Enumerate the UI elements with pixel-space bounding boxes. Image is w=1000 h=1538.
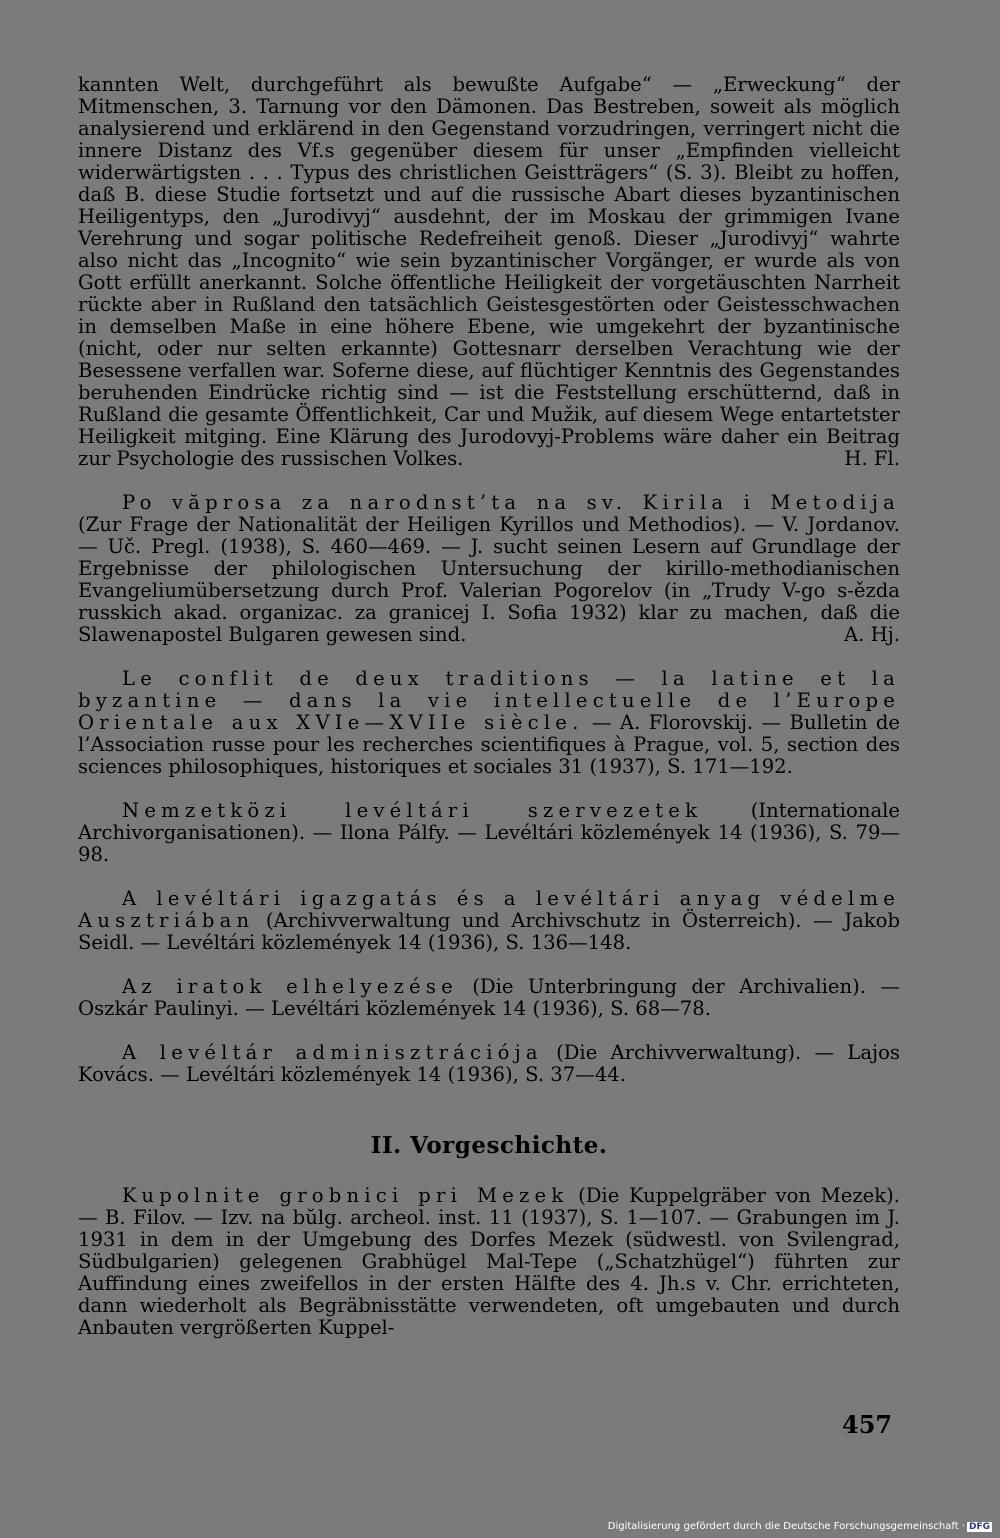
entry-title: A levéltári igazgatás és a levéltári anyag védelme Ausztriában — [78, 887, 900, 932]
bibliography-entry — [78, 976, 900, 1020]
bibliography-entry — [78, 888, 900, 954]
entry-body: — A. Florovskij. — Bulletin de l’Association russe pour les recherches scientifiques à Prague, vol. 5, section des sciences philosophiques, historiques et sociales 31 (1937), S. 171—192. — [78, 711, 900, 778]
page-body — [78, 74, 900, 1339]
entry-title: Nemzetközi levéltári szervezetek — [122, 799, 703, 822]
bibliography-entry — [78, 492, 900, 646]
entry-body: (Archivverwaltung und Archivschutz in Österreich). — Jakob Seidl. — Levéltári közlemények 14 (1936), S. 136—148. — [78, 909, 900, 954]
bibliography-entry — [78, 668, 900, 778]
bibliography-entry — [78, 800, 900, 866]
dfg-logo: DFG — [968, 1522, 990, 1532]
digitization-footer — [608, 1521, 992, 1532]
entry-body: (Internationale Archivorganisationen). — Ilona Pálfy. — Levéltári közlemények 14 (1936), S. 79—98. — [78, 799, 901, 866]
entry-title: Az iratok elhelyezése — [122, 975, 458, 998]
page-number: 457 — [842, 1410, 893, 1439]
footer-text: Digitalisierung gefördert durch die Deutsche Forschungsgemeinschaft · — [607, 1521, 965, 1532]
entry-signature: A. Hj. — [844, 623, 900, 646]
bibliography-entry — [78, 1185, 900, 1339]
entry-body: (Die Unterbringung der Archivalien). — Oszkár Paulinyi. — Levéltári közlemények 14 (1936), S. 68—78. — [78, 975, 900, 1020]
entry-body: (Die Archivverwaltung). — Lajos Kovács. — Levéltári közlemények 14 (1936), S. 37—44. — [78, 1041, 900, 1086]
review-text: kannten Welt, durchgeführt als bewußte Aufgabe“ — „Erweckung“ der Mitmenschen, 3. Tarnung vor den Dämonen. Das Bestreben, soweit als möglich analysierend und erklärend in den Gegenstand vorzudringen, verringert nicht die innere Distanz des Vf.s gegenüber diesem für unser „Empfinden vielleicht widerwärtigsten . . . Typus des christlichen Geistträgers“ (S. 3). Bleibt zu hoffen, daß B. diese Studie fortsetzt und auf die russische Abart dieses byzantinischen Heiligentyps, den „Jurodivyj“ ausdehnt, der im Moskau der grimmigen Ivane Verehrung und sogar politische Redefreiheit genoß. Dieser „Jurodivyj“ wahrte also nicht das „Incognito“ wie sein byzantinischer Vorgänger, er wurde als von Gott erfüllt anerkannt. Solche öffentliche Heiligkeit der vorgetäuschten Narrheit rückte aber in Rußland den tatsächlich Geistesgestörten oder Geistesschwachen in demselben Maße in eine höhere Ebene, wie umgekehrt der byzantinische (nicht, oder nur selten erkannte) Gottesnarr derselben Verachtung wie der Besessene verfallen war. Soferne diese, auf flüchtiger Kenntnis des Gegenstandes beruhenden Eindrücke richtig sind — ist die Feststellung erschütternd, daß in Rußland die gesamte Öffentlichkeit, Car und Mužik, auf diesem Wege entartetster Heiligkeit mitging. Eine Klärung des Jurodovyj-Problems wäre daher ein Beitrag zur Psychologie des russischen Volkes. — [78, 73, 900, 470]
entry-title: Kupolnite grobnici pri Mezek — [122, 1184, 569, 1207]
section-heading: II. Vorgeschichte. — [370, 1132, 608, 1159]
entry-title: Po văprosa za narodnst’ta na sv. Kirila i Metodija — [122, 491, 900, 514]
bibliography-entry — [78, 1042, 900, 1086]
entry-title: Le conflit de deux traditions — la latine et la byzantine — dans la vie intellectuelle de l’Europe Orientale aux XVIe—XVIIe siècle. — [78, 667, 900, 734]
review-continuation — [78, 74, 900, 470]
entry-body: (Zur Frage der Nationalität der Heiligen Kyrillos und Methodios). — V. Jordanov. — Uč. Pregl. (1938), S. 460—469. — J. sucht seinen Lesern auf Grundlage der Ergebnisse der philologischen Untersuchung der kirillo-methodianischen Evangeliumübersetzung durch Prof. Valerian Pogorelov (in „Trudy V-go s-ězda russkich akad. organizac. za granicej I. Sofia 1932) klar zu machen, daß die Slawenapostel Bulgaren gewesen sind. — [78, 513, 900, 646]
entry-title: A levéltár adminisztrációja — [122, 1041, 543, 1064]
review-signature: H. Fl. — [844, 447, 900, 470]
entry-body: (Die Kuppelgräber von Mezek). — B. Filov. — Izv. na bŭlg. archeol. inst. 11 (1937), S. 1—107. — Grabungen im J. 1931 in dem in der Umgebung des Dorfes Mezek (südwestl. von Svilengrad, Südbulgarien) gelegenen Grabhügel Mal-Tepe („Schatzhügel“) führten zur Auffindung eines zweifellos in der ersten Hälfte des 4. Jh.s v. Chr. errichteten, dann wiederholt als Begräbnisstätte verwendeten, oft umgebauten und durch Anbauten vergrößerten Kuppel- — [78, 1184, 900, 1339]
